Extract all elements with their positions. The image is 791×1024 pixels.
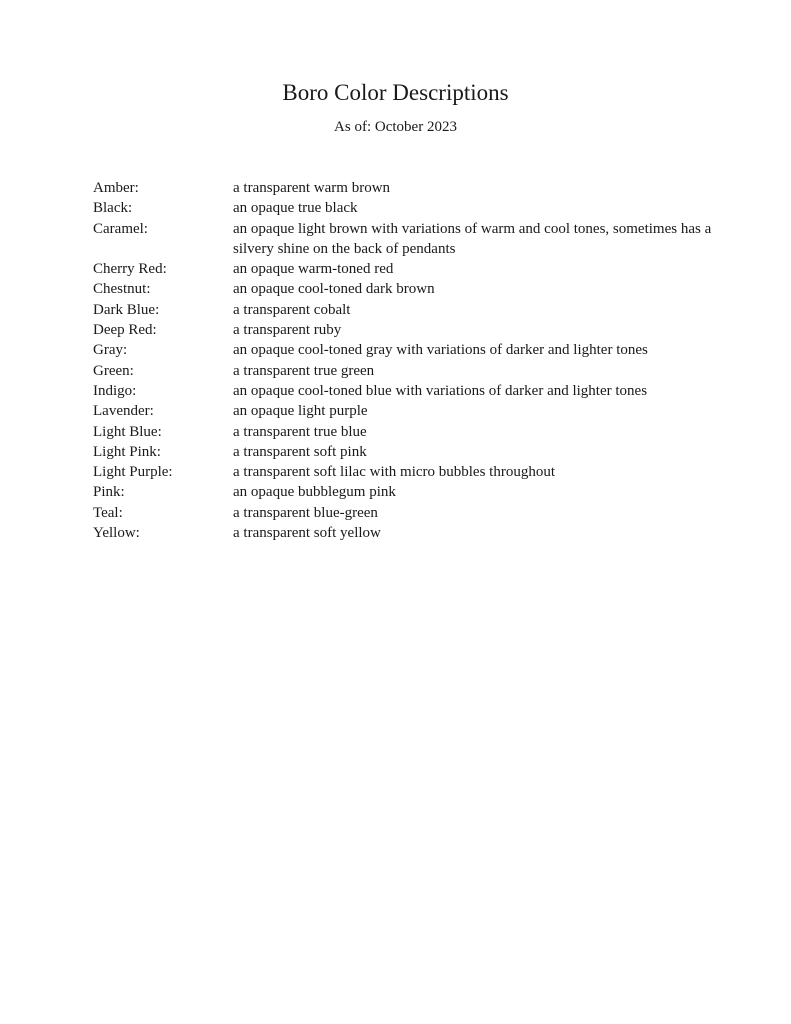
- page-title: Boro Color Descriptions: [282, 80, 509, 105]
- color-description: a transparent blue-green: [233, 504, 378, 521]
- color-name: Chestnut:: [93, 281, 151, 298]
- color-row-light-purple: [93, 462, 753, 482]
- page-subtitle: As of: October 2023: [334, 119, 457, 135]
- color-description: an opaque cool-toned dark brown: [233, 281, 435, 298]
- color-description: an opaque bubblegum pink: [233, 484, 396, 501]
- color-name: Amber:: [93, 180, 139, 196]
- color-name: Light Blue:: [93, 423, 162, 440]
- color-description: a transparent soft lilac with micro bubbles throughout: [233, 464, 556, 481]
- color-row-pink: [93, 482, 753, 502]
- color-name: Light Pink:: [93, 443, 161, 460]
- color-name: Light Purple:: [93, 464, 173, 481]
- color-row-lavender: [93, 401, 753, 421]
- color-row-green: [93, 361, 753, 381]
- color-description: a transparent true blue: [233, 423, 367, 440]
- color-name: Deep Red:: [93, 322, 157, 339]
- color-row-deep-red: [93, 320, 753, 340]
- color-name: Yellow:: [93, 525, 140, 542]
- color-row-black: [93, 198, 753, 218]
- color-row-caramel: [93, 219, 753, 260]
- color-name: Teal:: [93, 504, 123, 521]
- color-row-light-blue: [93, 422, 753, 442]
- color-list: [93, 178, 753, 543]
- color-name: Indigo:: [93, 382, 137, 399]
- color-description: a transparent soft pink: [233, 443, 367, 460]
- color-row-amber: [93, 178, 753, 198]
- color-row-indigo: [93, 381, 753, 401]
- color-description: an opaque warm-toned red: [233, 261, 394, 278]
- color-row-gray: [93, 340, 753, 360]
- color-row-light-pink: [93, 442, 753, 462]
- color-description: an opaque light purple: [233, 403, 368, 420]
- color-description: a transparent ruby: [233, 322, 342, 339]
- color-description: an opaque cool-toned blue with variations of darker and lighter tones: [233, 382, 648, 399]
- color-name: Cherry Red:: [93, 261, 167, 278]
- color-name: Pink:: [93, 484, 125, 501]
- color-description: an opaque light brown with variations of warm and cool tones, sometimes has a silvery shine on the back of pendants: [233, 220, 712, 257]
- color-name: Green:: [93, 362, 134, 379]
- color-row-teal: [93, 503, 753, 523]
- color-row-cherry-red: [93, 259, 753, 279]
- color-description: a transparent true green: [233, 362, 375, 379]
- color-description: an opaque true black: [233, 200, 358, 217]
- color-description: an opaque cool-toned gray with variations of darker and lighter tones: [233, 342, 648, 359]
- color-row-dark-blue: [93, 300, 753, 320]
- color-row-chestnut: [93, 279, 753, 299]
- color-name: Gray:: [93, 342, 128, 359]
- color-name: Dark Blue:: [93, 301, 160, 318]
- color-description: a transparent warm brown: [233, 180, 391, 196]
- color-description: a transparent cobalt: [233, 301, 351, 318]
- color-row-yellow: [93, 523, 753, 543]
- color-name: Lavender:: [93, 403, 154, 420]
- color-description: a transparent soft yellow: [233, 525, 381, 542]
- color-name: Black:: [93, 200, 133, 217]
- color-name: Caramel:: [93, 220, 148, 237]
